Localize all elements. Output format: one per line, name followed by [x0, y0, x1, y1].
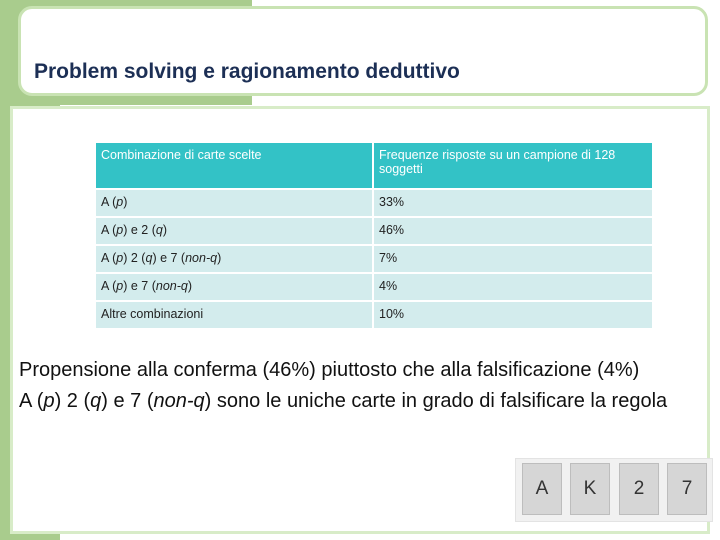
frequency-cell: 46%	[374, 218, 654, 246]
frequency-cell: 10%	[374, 302, 654, 330]
card-k: K	[570, 463, 610, 515]
confirmation-bias-note: Propensione alla conferma (46%) piuttosto che alla falsificazione (4%)	[19, 359, 640, 381]
cards-panel	[515, 458, 713, 522]
table-row	[96, 246, 654, 274]
falsification-note: A (p) 2 (q) e 7 (non-q) sono le uniche carte in grado di falsificare la regola	[19, 390, 668, 412]
frequency-table	[96, 143, 654, 330]
body-text	[19, 355, 709, 417]
card-a: A	[522, 463, 562, 515]
card-2: 2	[619, 463, 659, 515]
table-row	[96, 274, 654, 302]
combination-cell: A (p) e 2 (q)	[96, 218, 374, 246]
card-7: 7	[667, 463, 707, 515]
table-row	[96, 302, 654, 330]
slide-title: Problem solving e ragionamento deduttivo	[34, 60, 460, 83]
table-row	[96, 190, 654, 218]
table-row	[96, 218, 654, 246]
title-box	[18, 6, 708, 96]
header-frequency: Frequenze risposte su un campione di 128 soggetti	[374, 143, 654, 190]
frequency-cell: 33%	[374, 190, 654, 218]
combination-cell: A (p) 2 (q) e 7 (non-q)	[96, 246, 374, 274]
combination-cell: Altre combinazioni	[96, 302, 374, 330]
combination-cell: A (p) e 7 (non-q)	[96, 274, 374, 302]
header-combination: Combinazione di carte scelte	[96, 143, 374, 190]
combination-cell: A (p)	[96, 190, 374, 218]
frequency-cell: 7%	[374, 246, 654, 274]
frequency-cell: 4%	[374, 274, 654, 302]
table-header-row	[96, 143, 654, 190]
